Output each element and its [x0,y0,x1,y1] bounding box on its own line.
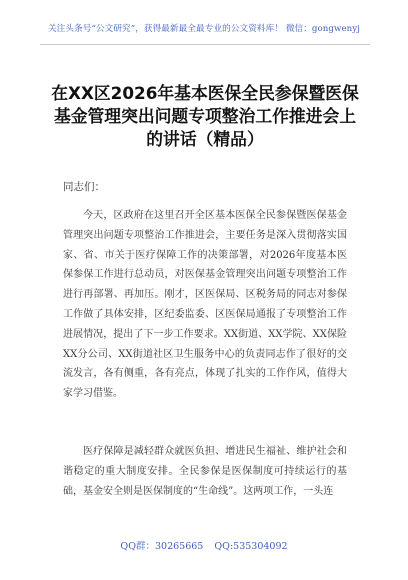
header-divider [40,44,370,45]
document-title: 在XX区2026年基本医保全民参保暨医保基金管理突出问题专项整治工作推进会上的讲话（精品） [51,83,359,149]
footer-contact [0,538,408,552]
header-banner: 关注头条号“公文研究”，获得最新最全最专业的公文资料库！ 微信：gongwenyj [47,24,361,34]
greeting: 同志们： [63,181,105,193]
footer-qq: QQ:535304092 [214,541,288,552]
body-paragraph: 医疗保障是减轻群众就医负担、增进民生福祉、维护社会和谐稳定的重大制度安排。全民参保是医保制度可持续运行的基础，基金安全则是医保制度的“生命线”。这两项工作，一头连 [63,446,347,497]
body-paragraph: 今天，区政府在这里召开全区基本医保全民参保暨医保基金管理突出问题专项整治工作推进会，主要任务是深入贯彻落实国家、省、市关于医疗保障工作的决策部署，对2026年度基本医保参保工作进行总动员，对医保基金管理突出问题专项整治工作进行再部署、再加压。刚才，区医保局、区税务局的同志对参保工作做了具体安排，区纪委监委、区医保局通报了专项整治工作进展情况，提出了下一步工作要求。XX街道、XX学院、XX保险XX分公司、XX街道社区卫生服务中心的负责同志作了很好的交流发言，各有侧重，各有亮点，体现了扎实的工作作风，值得大家学习借鉴。 [63,210,347,400]
footer-qq-group: QQ群：30265665 [120,541,204,552]
